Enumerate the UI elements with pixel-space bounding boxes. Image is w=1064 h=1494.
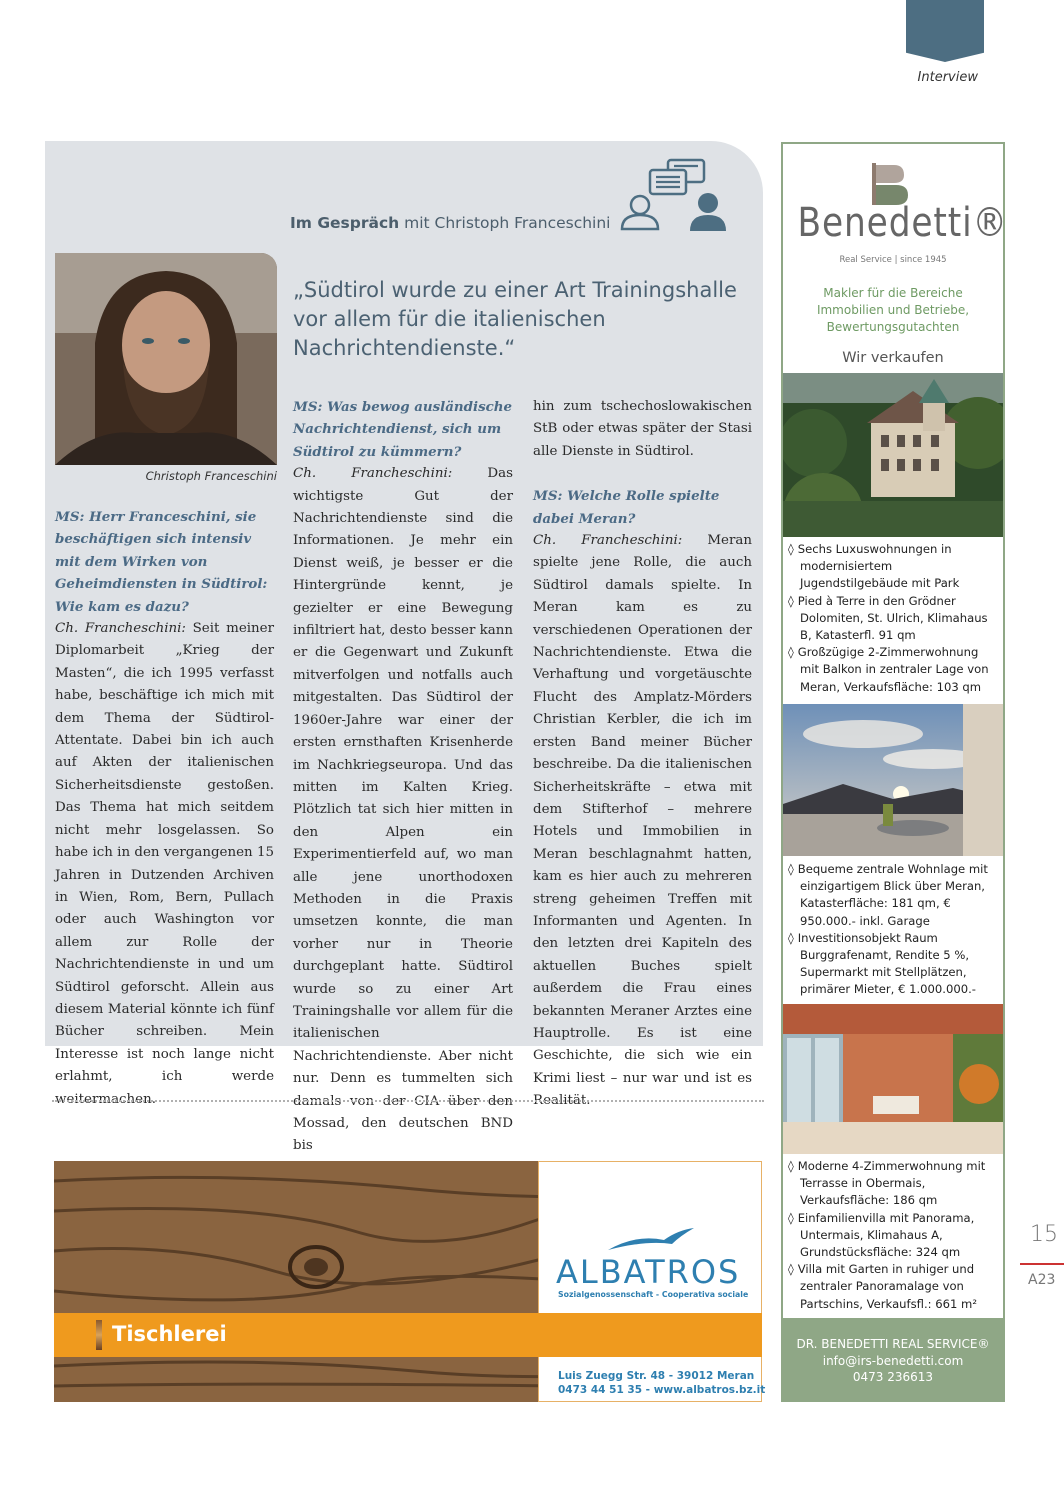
article-column-2 bbox=[293, 396, 513, 1158]
article-column-1 bbox=[55, 506, 274, 1111]
property-list-2 bbox=[788, 861, 998, 999]
dotted-divider bbox=[52, 1100, 764, 1102]
albatros-subtitle: Sozialgenossenschaft - Cooperativa sociale bbox=[558, 1290, 749, 1299]
property-item: ◊ Einfamilienvilla mit Panorama, Untermais, Klimahaus A, Grundstücksfläche: 324 qm bbox=[788, 1210, 998, 1262]
page-number: 15 bbox=[1030, 1222, 1058, 1247]
benedetti-tagline: Real Service | since 1945 bbox=[839, 255, 947, 265]
terrace-view-photo bbox=[783, 704, 1003, 856]
albatros-address: Luis Zuegg Str. 48 - 39012 Meran 0473 44 51 35 - www.albatros.bz.it bbox=[558, 1370, 766, 1396]
benedetti-email: info@irs-benedetti.com bbox=[822, 1353, 964, 1368]
interview-heading: Im Gespräch mit Christoph Franceschini bbox=[290, 214, 611, 232]
benedetti-name: Benedetti® bbox=[797, 200, 1008, 246]
albatros-logo: ALBATROS bbox=[556, 1253, 741, 1291]
page-number-rule bbox=[1020, 1263, 1064, 1265]
albatros-bird-icon bbox=[606, 1226, 696, 1254]
property-item: ◊ Bequeme zentrale Wohnlage mit einzigartigem Blick über Meran, Katasterfläche: 181 qm, € 950.000.- inkl. Garage bbox=[788, 861, 998, 930]
property-item: ◊ Sechs Luxuswohnungen in modernisiertem Jugendstilgebäude mit Park bbox=[788, 541, 998, 593]
property-item: ◊ Investitionsobjekt Raum Burggrafenamt, Rendite 5 %, Supermarkt mit Stellplätzen, primärer Mieter, € 1.000.000.- bbox=[788, 930, 998, 999]
villa-photo bbox=[783, 373, 1003, 537]
benedetti-phone: 0473 236613 bbox=[852, 1370, 934, 1384]
benedetti-description: Makler für die Bereiche Immobilien und Betriebe, Bewertungsgutachten bbox=[816, 286, 970, 334]
section-label: Interview bbox=[917, 70, 978, 85]
property-item: ◊ Pied à Terre in den Grödner Dolomiten, St. Ulrich, Klimahaus B, Katasterfl. 91 qm bbox=[788, 593, 998, 645]
question-1: MS: Herr Franceschini, sie beschäftigen sich intensiv mit dem Wirken von Geheimdiensten in Südtirol: Wie kam es dazu? bbox=[55, 509, 268, 615]
page-code: A23 bbox=[1028, 1272, 1056, 1288]
property-list-3 bbox=[788, 1158, 998, 1313]
tischlerei-mark bbox=[96, 1320, 102, 1350]
terrace-house-photo bbox=[783, 1004, 1003, 1154]
tischlerei-label: Tischlerei bbox=[112, 1322, 227, 1346]
benedetti-footer-name: DR. BENEDETTI REAL SERVICE® bbox=[796, 1337, 990, 1351]
answer-2-continued: hin zum tschechoslowakischen StB oder etwas später der Stasi alle Dienste in Südtirol. bbox=[533, 399, 752, 459]
property-item: ◊ Moderne 4-Zimmerwohnung mit Terrasse in Obermais, Verkaufsfläche: 186 qm bbox=[788, 1158, 998, 1210]
pull-quote: „Südtirol wurde zu einer Art Trainingshalle vor allem für die italienischen Nachrichtendienste.“ bbox=[293, 278, 737, 360]
header-tab bbox=[906, 0, 984, 62]
property-item: ◊ Villa mit Garten in ruhiger und zentraler Panoramalage von Partschins, Verkaufsfl.: 661 m² bbox=[788, 1261, 998, 1313]
benedetti-sell-heading: Wir verkaufen bbox=[842, 350, 944, 366]
benedetti-footer bbox=[783, 1318, 1003, 1400]
answer-1: Ch. Francheschini: Seit meiner Diplomarbeit „Krieg der Masten“, die ich 1995 verfasst habe, beschäftige ich mich mit dem Thema der Südtirol-Attentate. Dabei bin ich auch auf Akten der italienischen Sicherheitsdienste gestoßen. Das Thema hat mich seitdem nicht mehr losgelassen. So habe ich in den vergangenen 15 Jahren in Dutzenden Archiven in Wien, Rom, Bern, Pullach oder auch Washington vor allem zur Rolle der Nachrichtendienste in und um Südtirol geforscht. Allein aus diesem Material könnte ich fünf Bücher schreiben. Mein Interesse ist noch lange nicht erlahmt, ich werde weitermachen. bbox=[55, 621, 274, 1107]
article-column-3 bbox=[533, 396, 752, 1113]
property-item: ◊ Großzügige 2-Zimmerwohnung mit Balkon in zentraler Lage von Meran, Verkaufsfläche: 103 qm bbox=[788, 644, 998, 696]
portrait-caption: Christoph Franceschini bbox=[145, 469, 277, 483]
question-2: MS: Was bewog ausländische Nachrichtendienst, sich um Südtirol zu kümmern? bbox=[293, 399, 513, 460]
conversation-icon bbox=[618, 157, 730, 235]
property-list-1 bbox=[788, 541, 998, 696]
answer-3: Ch. Francheschini: Meran spielte jene Rolle, die auch Südtirol damals spielte. In Meran kam es zu verschiedenen Operationen der Nachrichtendienste. Etwa die Verhaftung und vorgetäuschte Flucht des Amplatz-Mörders Christian Kerbler, die ich im ersten Band meiner Bücher beschreibe. Da die italienischen Sicherheitskräfte – etwa mit dem Stifterhof – mehrere Hotels und Immobilien in Meran beschlagnahmt hatten, kam es hier auch zu mehreren streng geheimen Treffen mit Informanten und Agenten. In den letzten drei Kapiteln des aktuellen Buches spielt außerdem die Frau eines bekannten Meraner Arztes eine Hauptrolle. Es ist eine Geschichte, die sich wie ein Krimi liest – nur war und ist es Realität. bbox=[533, 533, 752, 1109]
answer-2: Ch. Francheschini: Das wichtigste Gut der Nachrichtendienste sind die Informationen. Je mehr ein Dienst weiß, je besser er die Hintergründe kennt, je gezielter er eine Bewegung infiltriert hat, desto besser kann er die Gegenwart und Zukunft mitverfolgen und notfalls auch mitgestalten. Das Südtirol der 1960er-Jahre war einer der ersten ernsthaften Krisenherde im Nachkriegseuropa. Und das mitten im Kalten Krieg. Plötzlich tat sich hier mitten in den Alpen ein Experimentierfeld auf, wo man alle jene unorthodoxen Methoden in die Praxis umsetzen konnte, die man vorher nur in Theorie durchgeplant hatte. Südtirol wurde so zu einer Art Trainingshalle vor allem für die italienischen Nachrichtendienste. Aber nicht nur. Denn es tummelten sich damals von der CIA über den Mossad, den deutschen BND bis bbox=[293, 466, 513, 1154]
question-3: MS: Welche Rolle spielte dabei Meran? bbox=[533, 488, 720, 527]
portrait-photo bbox=[55, 253, 277, 465]
